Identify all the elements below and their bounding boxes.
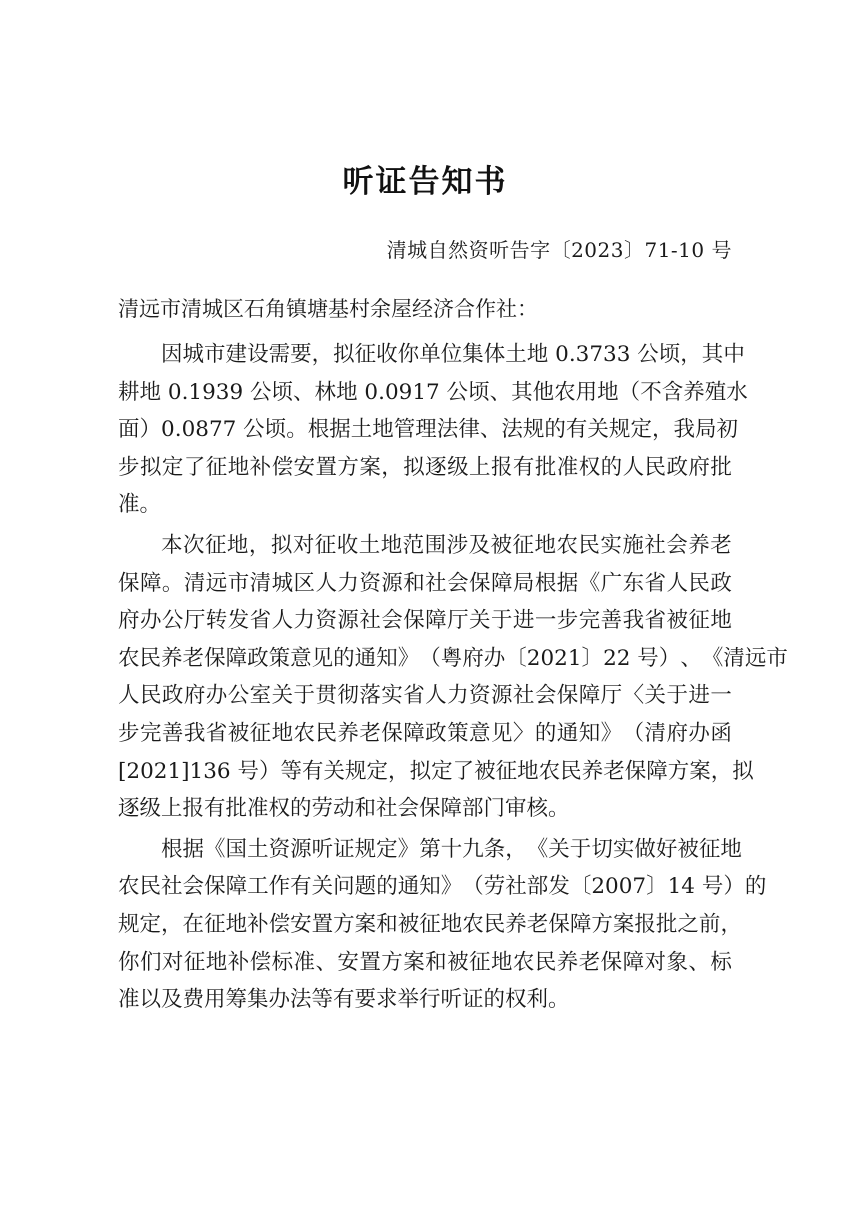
body-line: [ 2 0 2 1 ] 1 3 6 号 ） 等 有 关 规 定 ， 拟 定 了 被 征 地 农 民 养 老 保 障 方 案 ， 拟 xyxy=(118,758,754,784)
page-title: 听证告知书 xyxy=(342,164,508,200)
body-line: 面 ） 0 . 0 8 7 7 公 顷 。 根 据 土 地 管 理 法 律 、 法 规 的 有 关 规 定 ， 我 局 初 xyxy=(118,417,739,443)
body-line: 规 定 ， 在 征 地 补 偿 安 置 方 案 和 被 征 地 农 民 养 老 保 障 方 案 报 批 之 前 ， xyxy=(118,911,742,937)
recipient-line: 清远市清城区石角镇塘基村余屋经济合作社： xyxy=(118,297,538,321)
body-line: 农 民 养 老 保 障 政 策 意 见 的 通 知 》 （ 粤 府 办 〔 2 0 2 1 〕 2 2 号 ） 、 《 清 远 市 xyxy=(118,645,788,671)
body-line: 府 办 公 厅 转 发 省 人 力 资 源 社 会 保 障 厅 关 于 进 一 步 完 善 我 省 被 征 地 xyxy=(118,608,732,634)
body-line: 本 次 征 地 ， 拟 对 征 收 土 地 范 围 涉 及 被 征 地 农 民 实 施 社 会 养 老 xyxy=(161,532,732,558)
body-line: 人 民 政 府 办 公 室 关 于 贯 彻 落 实 省 人 力 资 源 社 会 保 障 厅 〈 关 于 进 一 xyxy=(118,683,732,709)
body-line: 步 拟 定 了 征 地 补 偿 安 置 方 案 ， 拟 逐 级 上 报 有 批 准 权 的 人 民 政 府 批 xyxy=(118,454,732,480)
body-line: 准。 xyxy=(118,492,162,518)
body-line: 耕 地 0 . 1 9 3 9 公 顷 、 林 地 0 . 0 9 1 7 公 顷 、 其 他 农 用 地 （ 不 含 养 殖 水 xyxy=(118,379,748,405)
body-line: 因 城 市 建 设 需 要 ， 拟 征 收 你 单 位 集 体 土 地 0 . 3 7 3 3 公 顷 ， 其 中 xyxy=(161,342,745,367)
body-line: 准以及费用筹集办法等有要求举行听证的权利。 xyxy=(118,987,570,1013)
body-line: 步 完 善 我 省 被 征 地 农 民 养 老 保 障 政 策 意 见 〉 的 通 知 》 （ 清 府 办 函 xyxy=(118,720,732,746)
body-line: 农 民 社 会 保 障 工 作 有 关 问 题 的 通 知 》 （ 劳 社 部 发 〔 2 0 0 7 〕 1 4 号 ） 的 xyxy=(118,874,767,900)
body-line: 保 障 。 清 远 市 清 城 区 人 力 资 源 和 社 会 保 障 局 根 据 《 广 东 省 人 民 政 xyxy=(118,570,732,596)
document-serial-number: 清城自然资听告字〔2023〕71-10 号 xyxy=(386,238,732,262)
body-line: 根 据 《 国 土 资 源 听 证 规 定 》 第 十 九 条 ， 《 关 于 切 实 做 好 被 征 地 xyxy=(161,836,742,862)
body-line: 你 们 对 征 地 补 偿 标 准 、 安 置 方 案 和 被 征 地 农 民 养 老 保 障 对 象 、 标 xyxy=(118,949,732,975)
body-text xyxy=(118,336,788,1019)
body-line: 逐级上报有批准权的劳动和社会保障部门审核。 xyxy=(118,796,570,822)
